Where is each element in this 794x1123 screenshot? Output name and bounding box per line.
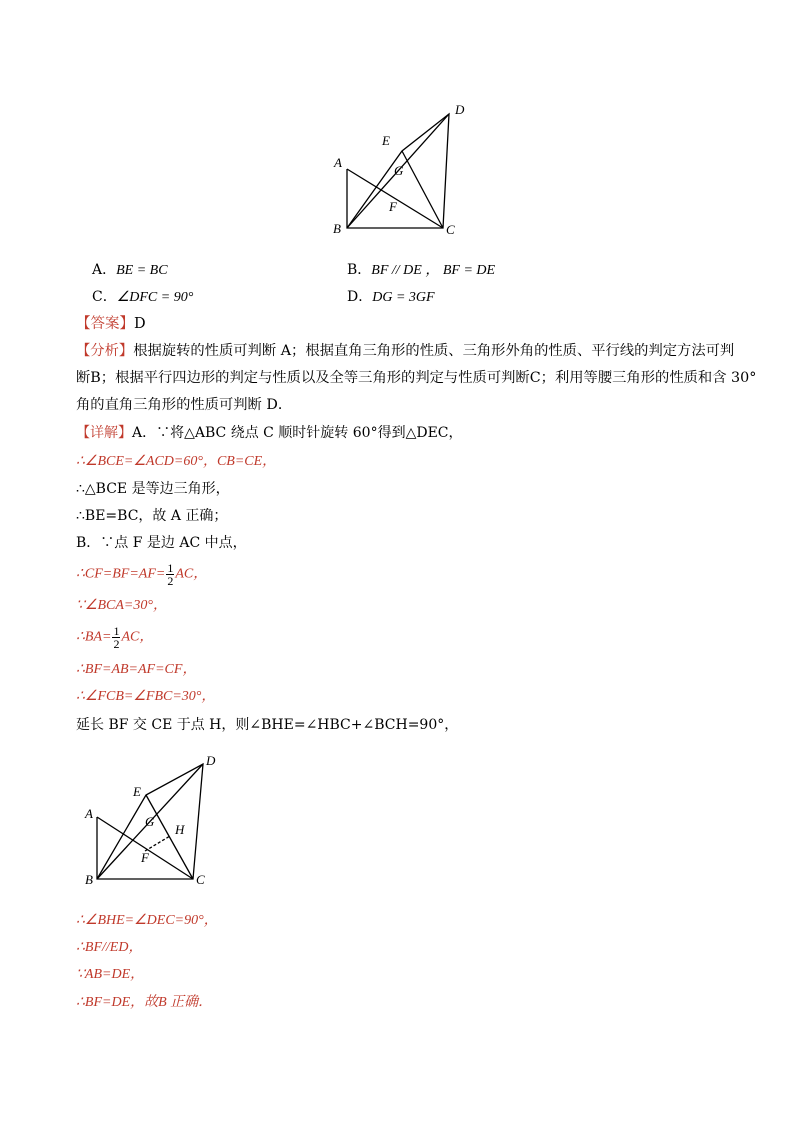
detail-line-10: ∴∠FCB=∠FBC=30°，	[76, 689, 216, 704]
option-d-text: DG = 3GF	[372, 290, 435, 305]
detail-line-11: 延长 BF 交 CE 于点 H，则∠BHE=∠HBC+∠BCH=90°，	[76, 717, 459, 733]
option-c-text: ∠DFC = 90°	[116, 290, 194, 305]
analysis-line-2: 断B；根据平行四边形的判定与性质以及全等三角形的判定与性质可判断C；利用等腰三角形的性质和含 30°	[76, 370, 757, 386]
fig2-label-d: D	[206, 753, 216, 768]
detail-line-3: ∴△BCE 是等边三角形，	[76, 481, 230, 497]
fig1-label-c: C	[446, 222, 455, 237]
analysis-line-1: 【分析】根据旋转的性质可判断 A；根据直角三角形的性质、三角形外角的性质、平行线的判定方法可判	[76, 343, 735, 359]
answer-value: D	[134, 316, 146, 332]
fraction-half: $\frac{1}{2}$	[167, 561, 174, 588]
fig1-label-a: A	[334, 155, 342, 170]
fig2-label-a: A	[85, 806, 93, 821]
fig1-label-g: G	[394, 163, 404, 178]
fraction-half-2: $\frac{1}{2}$	[113, 624, 120, 651]
detail-line-5: B．∵点 F 是边 AC 中点，	[76, 535, 247, 551]
detail-line-7: ∵∠BCA=30°，	[76, 598, 167, 613]
fig1-label-b: B	[333, 221, 341, 236]
answer-line	[76, 317, 146, 332]
option-b-text: BF // DE ， BF = DE	[371, 263, 496, 278]
detail-line-4: ∴BE=BC，故 A 正确；	[76, 508, 228, 524]
detail-line-9: ∴BF=AB=AF=CF，	[76, 662, 197, 677]
fig1-label-f: F	[389, 199, 397, 214]
fig1-label-d: D	[455, 102, 465, 117]
fig2-label-g: G	[145, 814, 155, 829]
analysis-tag: 【分析】	[76, 343, 134, 359]
detail-line-13: ∴BF//ED，	[76, 940, 143, 955]
detail-line-1: 【详解】A．∵将△ABC 绕点 C 顺时针旋转 60°得到△DEC，	[76, 425, 463, 441]
detail-line-6: ∴CF=BF=AF= $\frac{1}{2}$ AC，	[76, 561, 208, 588]
fig2-label-h: H	[175, 822, 185, 837]
fig2-label-e: E	[133, 784, 141, 799]
detail-line-2: ∴∠BCE=∠ACD=60°，CB=CE，	[76, 454, 277, 469]
detail-line-8: ∴BA= $\frac{1}{2}$ AC，	[76, 624, 154, 651]
fig2-label-c: C	[196, 872, 205, 887]
option-b: B．BF // DE ， BF = DE	[347, 262, 496, 278]
fig2-label-f: F	[141, 850, 149, 865]
analysis-line-3: 角的直角三角形的性质可判断 D．	[76, 397, 293, 413]
answer-tag: 【答案】	[76, 316, 134, 332]
fig1-label-e: E	[382, 133, 390, 148]
detail-line-12: ∴∠BHE=∠DEC=90°，	[76, 913, 218, 928]
option-a: A．BE = BC	[92, 262, 168, 278]
option-a-text: BE = BC	[116, 263, 168, 278]
detail-line-14: ∵AB=DE，	[76, 967, 145, 982]
fig2-label-b: B	[85, 872, 93, 887]
option-c: C．∠DFC = 90°	[92, 289, 194, 305]
detail-line-15: ∴BF=DE，故B 正确．	[76, 995, 213, 1010]
option-d: D．DG = 3GF	[347, 289, 435, 305]
detail-tag: 【详解】	[76, 425, 132, 441]
geometry-figure-2	[80, 750, 220, 890]
geometry-figure-1	[330, 100, 510, 240]
